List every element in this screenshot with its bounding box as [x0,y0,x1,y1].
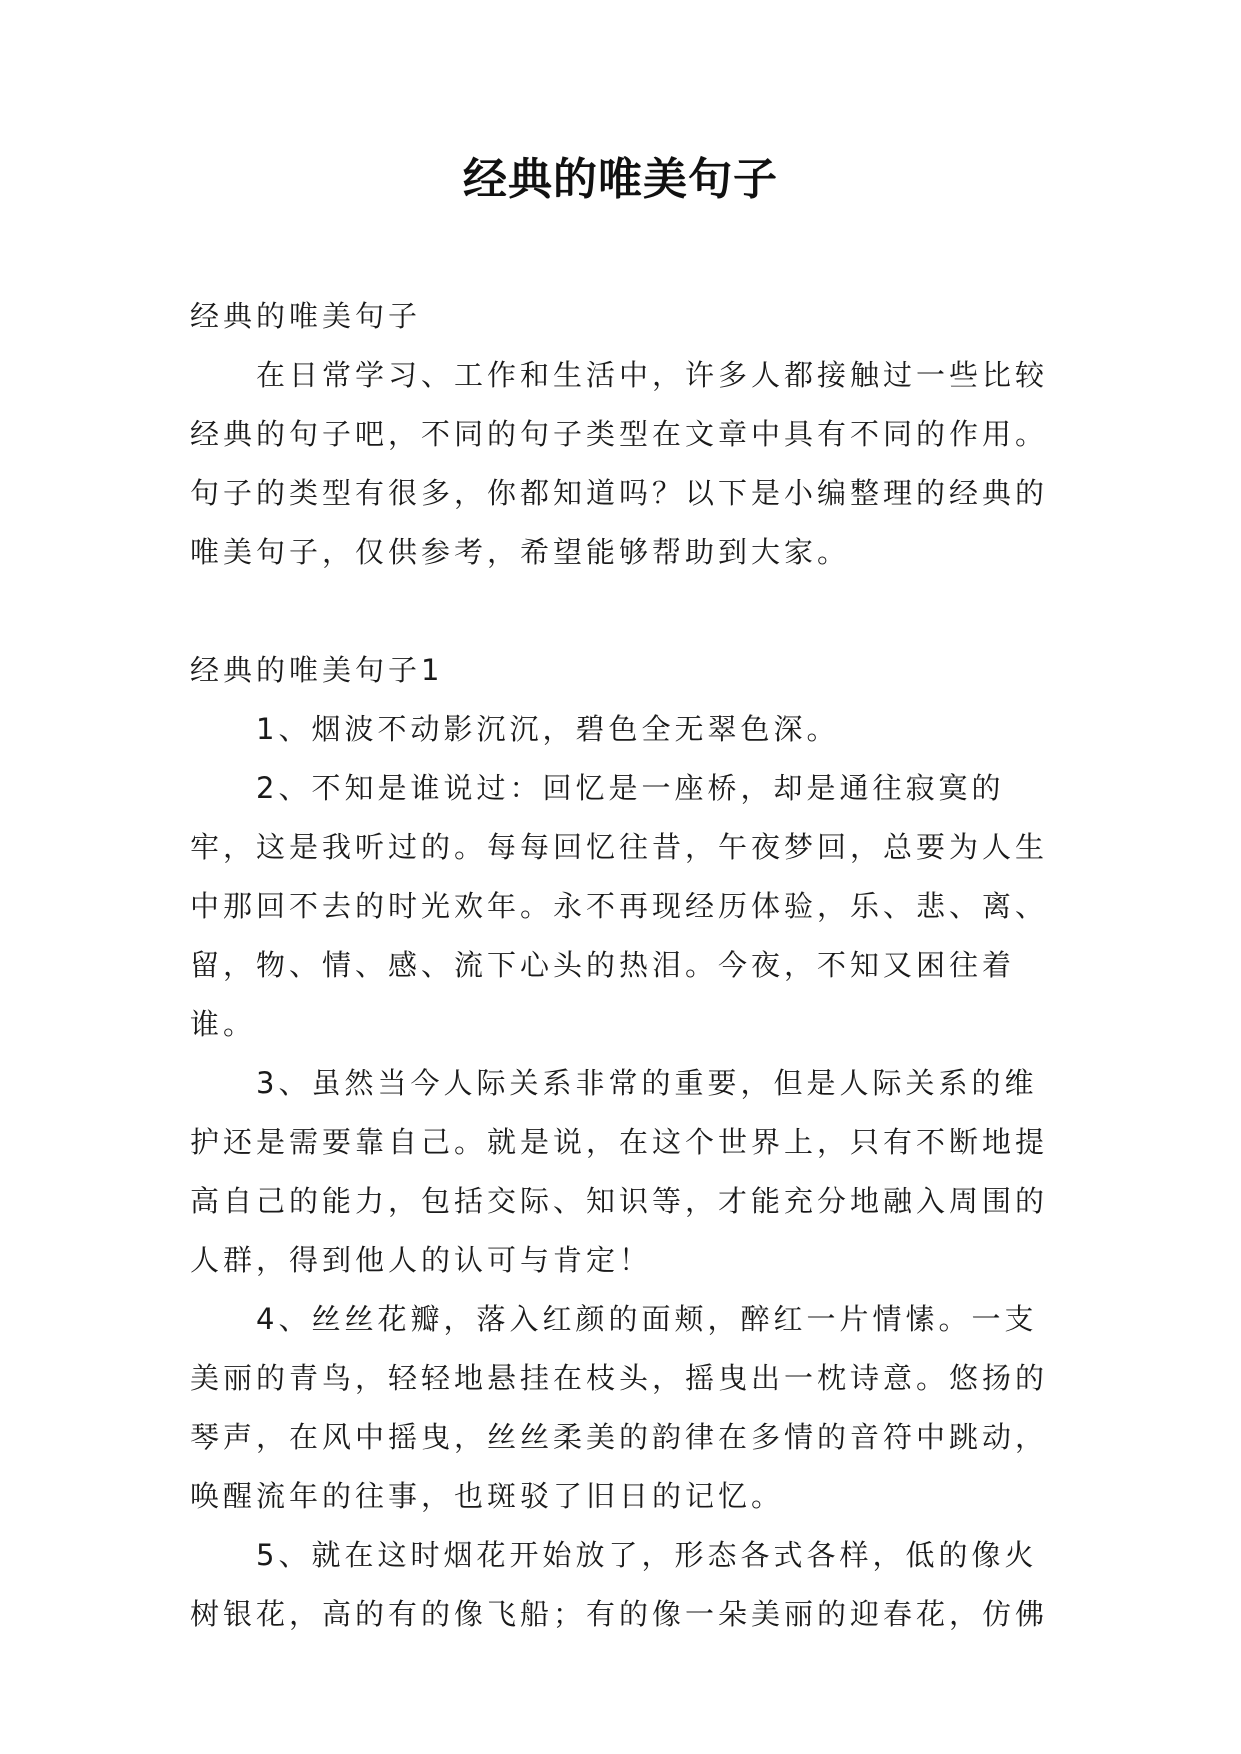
list-item-5: 5、就在这时烟花开始放了，形态各式各样，低的像火树银花，高的有的像飞船；有的像一朵美丽的迎春花，仿佛 [190,1538,1049,1631]
document-body [190,287,1060,1644]
paragraph-spacer [190,582,1060,641]
list-item-2: 2、不知是谁说过：回忆是一座桥，却是通往寂寞的牢，这是我听过的。每每回忆往昔，午夜梦回，总要为人生中那回不去的时光欢年。永不再现经历体验，乐、悲、离、留，物、情、感、流下心头的热泪。今夜，不知又困往着谁。 [190,771,1049,1041]
intro-heading: 经典的唯美句子 [190,299,422,333]
list-item-1: 1、烟波不动影沉沉，碧色全无翠色深。 [256,712,840,746]
document-title: 经典的唯美句子 [463,154,778,205]
list-item-3: 3、虽然当今人际关系非常的重要，但是人际关系的维护还是需要靠自己。就是说，在这个世界上，只有不断地提高自己的能力，包括交际、知识等，才能充分地融入周围的人群，得到他人的认可与肯定！ [190,1066,1049,1277]
intro-paragraph: 在日常学习、工作和生活中，许多人都接触过一些比较经典的句子吧，不同的句子类型在文章中具有不同的作用。句子的类型有很多，你都知道吗？以下是小编整理的经典的唯美句子，仅供参考，希望能够帮助到大家。 [190,358,1049,569]
section-heading: 经典的唯美句子1 [190,653,444,687]
list-item-4: 4、丝丝花瓣，落入红颜的面颊，醉红一片情愫。一支美丽的青鸟，轻轻地悬挂在枝头，摇曳出一枕诗意。悠扬的琴声，在风中摇曳，丝丝柔美的韵律在多情的音符中跳动，唤醒流年的往事，也斑驳了旧日的记忆。 [190,1302,1049,1513]
